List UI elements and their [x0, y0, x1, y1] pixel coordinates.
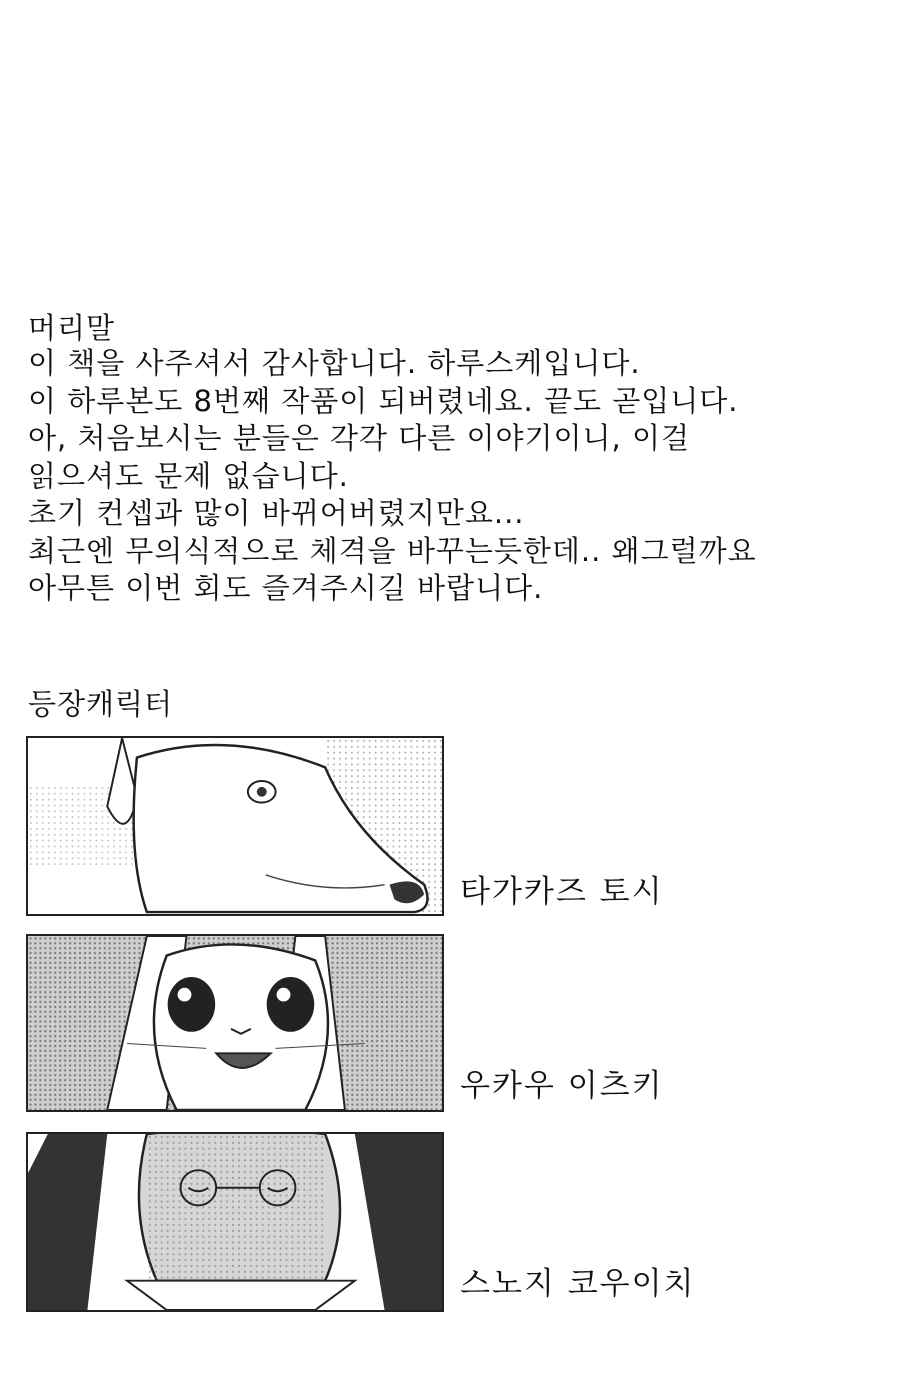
preface-line: 이 책을 사주셔서 감사합니다. 하루스케입니다.: [28, 346, 641, 380]
character-panel-3: [26, 1132, 444, 1312]
character-panel-1: [26, 736, 444, 916]
preface-line: 아, 처음보시는 분들은 각각 다른 이야기이니, 이걸: [28, 421, 691, 455]
cast-title: 등장캐릭터: [28, 687, 174, 721]
character-name-3: 스노지 코우이치: [460, 1266, 696, 1302]
preface-line: 초기 컨셉과 많이 바뀌어버렸지만요...: [28, 496, 525, 530]
character-name-2: 우카우 이츠키: [460, 1068, 664, 1104]
preface-line: 읽으셔도 문제 없습니다.: [28, 458, 349, 493]
preface-title: 머리말: [28, 311, 116, 345]
rabbit-portrait-icon: [28, 936, 442, 1110]
dog-portrait-icon: [28, 738, 442, 914]
character-name-1: 타가카즈 토시: [460, 874, 664, 910]
preface-line: 이 하루본도 8번째 작품이 되버렸네요. 끝도 곧입니다.: [28, 383, 739, 418]
preface-line: 최근엔 무의식적으로 체격을 바꾸는듯한데.. 왜그럴까요: [28, 533, 757, 568]
preface-lines: [28, 345, 757, 608]
preface-line: 아무튼 이번 회도 즐겨주시길 바랍니다.: [28, 571, 544, 605]
character-panel-2: [26, 934, 444, 1112]
glasses-portrait-icon: [28, 1134, 442, 1310]
